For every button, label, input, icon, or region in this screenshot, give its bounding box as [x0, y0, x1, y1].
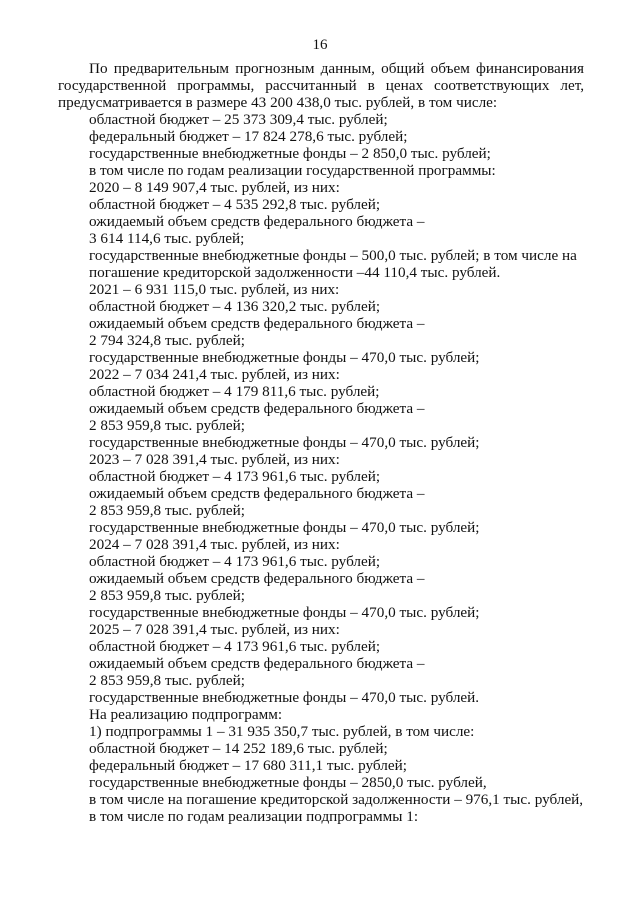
- text-line: федеральный бюджет – 17 824 278,6 тыс. рублей;: [89, 128, 408, 145]
- financing-lines: [58, 111, 584, 825]
- text-line: государственные внебюджетные фонды – 2 850,0 тыс. рублей;: [89, 145, 491, 162]
- text-line: 2 794 324,8 тыс. рублей;: [89, 332, 245, 349]
- text-line: 2 853 959,8 тыс. рублей;: [89, 587, 245, 604]
- page-number: 16: [312, 37, 328, 53]
- text-line: 2 853 959,8 тыс. рублей;: [89, 672, 245, 689]
- text-line: государственные внебюджетные фонды – 470,0 тыс. рублей;: [89, 519, 480, 536]
- text-line: 2023 – 7 028 391,4 тыс. рублей, из них:: [89, 451, 340, 468]
- text-line: 3 614 114,6 тыс. рублей;: [89, 230, 245, 247]
- text-line: ожидаемый объем средств федерального бюджета –: [89, 570, 425, 587]
- text-line: областной бюджет – 4 173 961,6 тыс. рублей;: [89, 553, 381, 570]
- text-line: 2025 – 7 028 391,4 тыс. рублей, из них:: [89, 621, 340, 638]
- text-line: 2024 – 7 028 391,4 тыс. рублей, из них:: [89, 536, 340, 553]
- text-line: государственные внебюджетные фонды – 500,0 тыс. рублей; в том числе на: [89, 247, 577, 264]
- text-line: в том числе на погашение кредиторской задолженности – 976,1 тыс. рублей,: [89, 791, 584, 808]
- text-line: в том числе по годам реализации подпрограммы 1:: [89, 808, 419, 825]
- text-line: федеральный бюджет – 17 680 311,1 тыс. рублей;: [89, 757, 407, 774]
- text-line: 2020 – 8 149 907,4 тыс. рублей, из них:: [89, 179, 340, 196]
- text-line: 2 853 959,8 тыс. рублей;: [89, 417, 245, 434]
- text-line: 1) подпрограммы 1 – 31 935 350,7 тыс. рублей, в том числе:: [89, 723, 475, 740]
- text-line: государственные внебюджетные фонды – 470,0 тыс. рублей;: [89, 604, 480, 621]
- text-line: областной бюджет – 4 173 961,6 тыс. рублей;: [89, 638, 381, 655]
- text-line: областной бюджет – 4 136 320,2 тыс. рублей;: [89, 298, 381, 315]
- text-line: ожидаемый объем средств федерального бюджета –: [89, 400, 425, 417]
- text-line: ожидаемый объем средств федерального бюджета –: [89, 315, 425, 332]
- text-line: ожидаемый объем средств федерального бюджета –: [89, 213, 425, 230]
- text-line: государственные внебюджетные фонды – 2850,0 тыс. рублей,: [89, 774, 487, 791]
- text-line: областной бюджет – 4 535 292,8 тыс. рублей;: [89, 196, 381, 213]
- text-line: На реализацию подпрограмм:: [89, 706, 283, 723]
- text-line: государственные внебюджетные фонды – 470,0 тыс. рублей;: [89, 349, 480, 366]
- text-line: 2 853 959,8 тыс. рублей;: [89, 502, 245, 519]
- text-line: в том числе по годам реализации государственной программы:: [89, 162, 496, 179]
- text-line: областной бюджет – 25 373 309,4 тыс. рублей;: [89, 111, 388, 128]
- text-line: 2021 – 6 931 115,0 тыс. рублей, из них:: [89, 281, 340, 298]
- text-line: областной бюджет – 4 173 961,6 тыс. рублей;: [89, 468, 381, 485]
- text-line: ожидаемый объем средств федерального бюджета –: [89, 485, 425, 502]
- text-line: ожидаемый объем средств федерального бюджета –: [89, 655, 425, 672]
- text-line: погашение кредиторской задолженности –44 110,4 тыс. рублей.: [89, 264, 501, 281]
- intro-paragraph: По предварительным прогнозным данным, общий объем финансирования государственной программы, рассчитанный в ценах соответствующих лет, предусматривается в размере 43 200 438,0 тыс. рублей, в том числе:: [58, 60, 584, 111]
- text-line: 2022 – 7 034 241,4 тыс. рублей, из них:: [89, 366, 340, 383]
- text-line: государственные внебюджетные фонды – 470,0 тыс. рублей.: [89, 689, 480, 706]
- document-body: [58, 60, 584, 825]
- text-line: областной бюджет – 4 179 811,6 тыс. рублей;: [89, 383, 380, 400]
- text-line: государственные внебюджетные фонды – 470,0 тыс. рублей;: [89, 434, 480, 451]
- text-line: областной бюджет – 14 252 189,6 тыс. рублей;: [89, 740, 388, 757]
